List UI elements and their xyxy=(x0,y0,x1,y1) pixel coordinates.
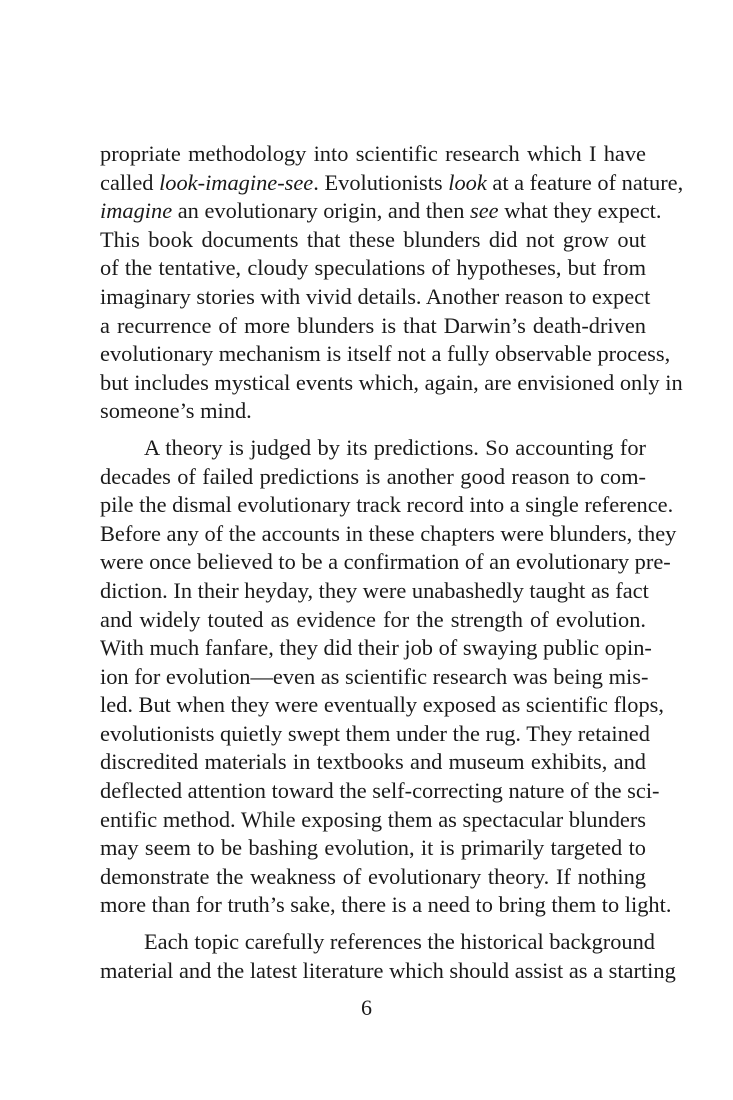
text-line: called look-imagine-see. Evolutionists look at a feature of nature, xyxy=(100,169,684,195)
text-line: material and the latest literature which should assist as a starting xyxy=(100,957,676,983)
text-line: imaginary stories with vivid details. Another reason to expect xyxy=(100,283,651,309)
text-line: led. But when they were eventually exposed as scientific flops, xyxy=(100,692,664,718)
paragraph-1 xyxy=(100,140,684,426)
paragraph-2 xyxy=(100,434,677,920)
text-line: were once believed to be a confirmation of an evolutionary pre- xyxy=(100,549,671,575)
paragraph-3 xyxy=(100,928,676,985)
text-line: This book documents that these blunders did not grow out xyxy=(100,226,646,252)
text-line: demonstrate the weakness of evolutionary theory. If nothing xyxy=(100,863,646,889)
text-line: pile the dismal evolutionary track record into a single reference. xyxy=(100,492,674,518)
page-number: 6 xyxy=(361,995,372,1020)
text-line: deflected attention toward the self-correcting nature of the sci- xyxy=(100,778,660,804)
text-line: diction. In their heyday, they were unabashedly taught as fact xyxy=(100,577,649,603)
text-line: imagine an evolutionary origin, and then see what they expect. xyxy=(100,198,662,224)
text-line: of the tentative, cloudy speculations of hypotheses, but from xyxy=(100,255,646,281)
text-line: may seem to be bashing evolution, it is primarily targeted to xyxy=(100,835,646,861)
text-line: and widely touted as evidence for the strength of evolution. xyxy=(100,606,646,632)
text-line: entific method. While exposing them as spectacular blunders xyxy=(100,806,646,832)
text-line: Each topic carefully references the historical background xyxy=(144,929,656,955)
text-line: more than for truth’s sake, there is a need to bring them to light. xyxy=(100,892,672,918)
text-line: ion for evolution—even as scientific research was being mis- xyxy=(100,663,649,689)
text-line: discredited materials in textbooks and museum exhibits, and xyxy=(100,749,646,775)
text-line: Before any of the accounts in these chapters were blunders, they xyxy=(100,520,677,546)
text-line: a recurrence of more blunders is that Darwin’s death-driven xyxy=(100,312,646,338)
text-line: evolutionists quietly swept them under the rug. They retained xyxy=(100,720,650,746)
text-line: evolutionary mechanism is itself not a fully observable process, xyxy=(100,341,671,367)
text-line: With much fanfare, they did their job of swaying public opin- xyxy=(100,635,652,661)
text-line: but includes mystical events which, again, are envisioned only in xyxy=(100,369,683,395)
text-line: decades of failed predictions is another good reason to com- xyxy=(100,463,646,489)
text-line: propriate methodology into scientific research which I have xyxy=(100,141,646,166)
text-line: someone’s mind. xyxy=(100,398,252,424)
page-body xyxy=(100,140,684,985)
text-line: A theory is judged by its predictions. So accounting for xyxy=(144,434,646,460)
